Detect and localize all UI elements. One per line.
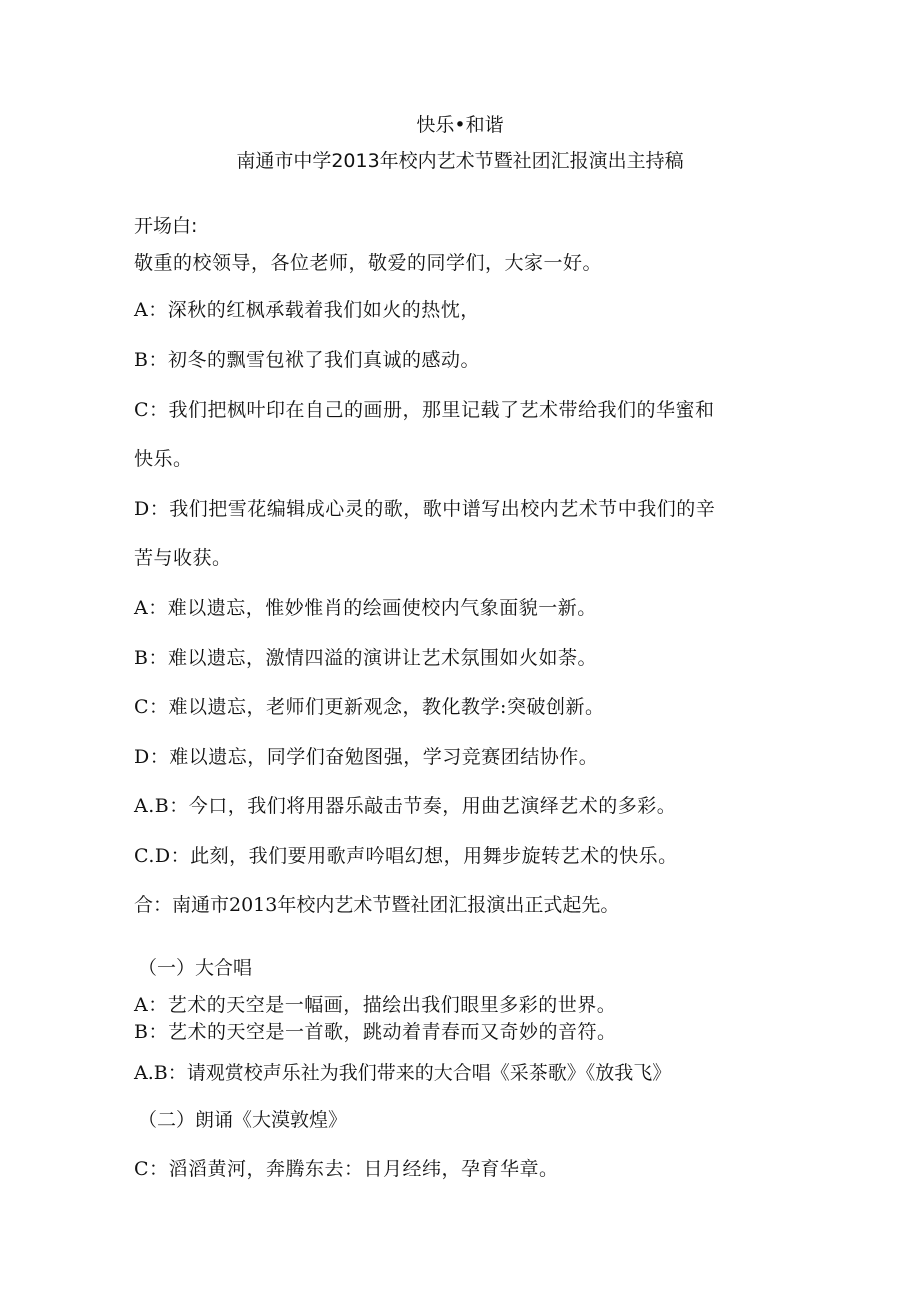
paragraph-line: 快乐。: [134, 448, 193, 470]
paragraph-line: A：艺术的天空是一幅画，描绘出我们眼里多彩的世界。: [134, 994, 617, 1016]
section-heading: （一）大合唱: [138, 957, 253, 979]
paragraph-line: A：难以遗忘，惟妙惟肖的绘画使校内气象面貌一新。: [134, 597, 597, 619]
paragraph-line: A.B：今口，我们将用器乐敲击节奏，用曲艺演绎艺术的多彩。: [134, 795, 677, 817]
section-heading: （二）朗诵《大漠敦煌》: [138, 1109, 348, 1131]
paragraph-line: 合：南通市2013年校内艺术节暨社团汇报演出正式起先。: [134, 894, 620, 916]
paragraph-line: 敬重的校领导，各位老师，敬爱的同学们，大家一好。: [134, 252, 603, 274]
paragraph-line: C：滔滔黄河，奔腾东去：日月经纬，孕育华章。: [134, 1158, 559, 1180]
paragraph-line: D：我们把雪花编辑成心灵的歌，歌中谱写出校内艺术节中我们的辛: [134, 498, 716, 520]
paragraph-line: B：难以遗忘，激情四溢的演讲让艺术氛围如火如荼。: [134, 647, 597, 669]
paragraph-line: B：初冬的飘雪包袱了我们真诚的感动。: [134, 349, 480, 371]
paragraph-line: D：难以遗忘，同学们奋勉图强，学习竞赛团结协作。: [134, 746, 599, 768]
paragraph-line: B：艺术的天空是一首歌，跳动着青春而又奇妙的音符。: [134, 1021, 617, 1043]
opening-heading: 开场白:: [134, 215, 198, 237]
document-title: 快乐•和谐: [416, 114, 504, 136]
paragraph-line: C：我们把枫叶印在自己的画册，那里记载了艺术带给我们的华蜜和: [134, 399, 715, 421]
paragraph-line: A：深秋的红枫承载着我们如火的热忱，: [134, 299, 480, 321]
paragraph-line: 苦与收获。: [134, 547, 232, 569]
paragraph-line: C.D：此刻，我们要用歌声吟唱幻想，用舞步旋转艺术的快乐。: [134, 845, 678, 867]
document-subtitle: 南通市中学2013年校内艺术节暨社团汇报演出主持稿: [236, 150, 684, 172]
paragraph-line: C：难以遗忘，老师们更新观念，教化教学:突破创新。: [134, 696, 605, 718]
paragraph-line: A.B：请观赏校声乐社为我们带来的大合唱《采茶歌》《放我飞》: [134, 1062, 672, 1084]
